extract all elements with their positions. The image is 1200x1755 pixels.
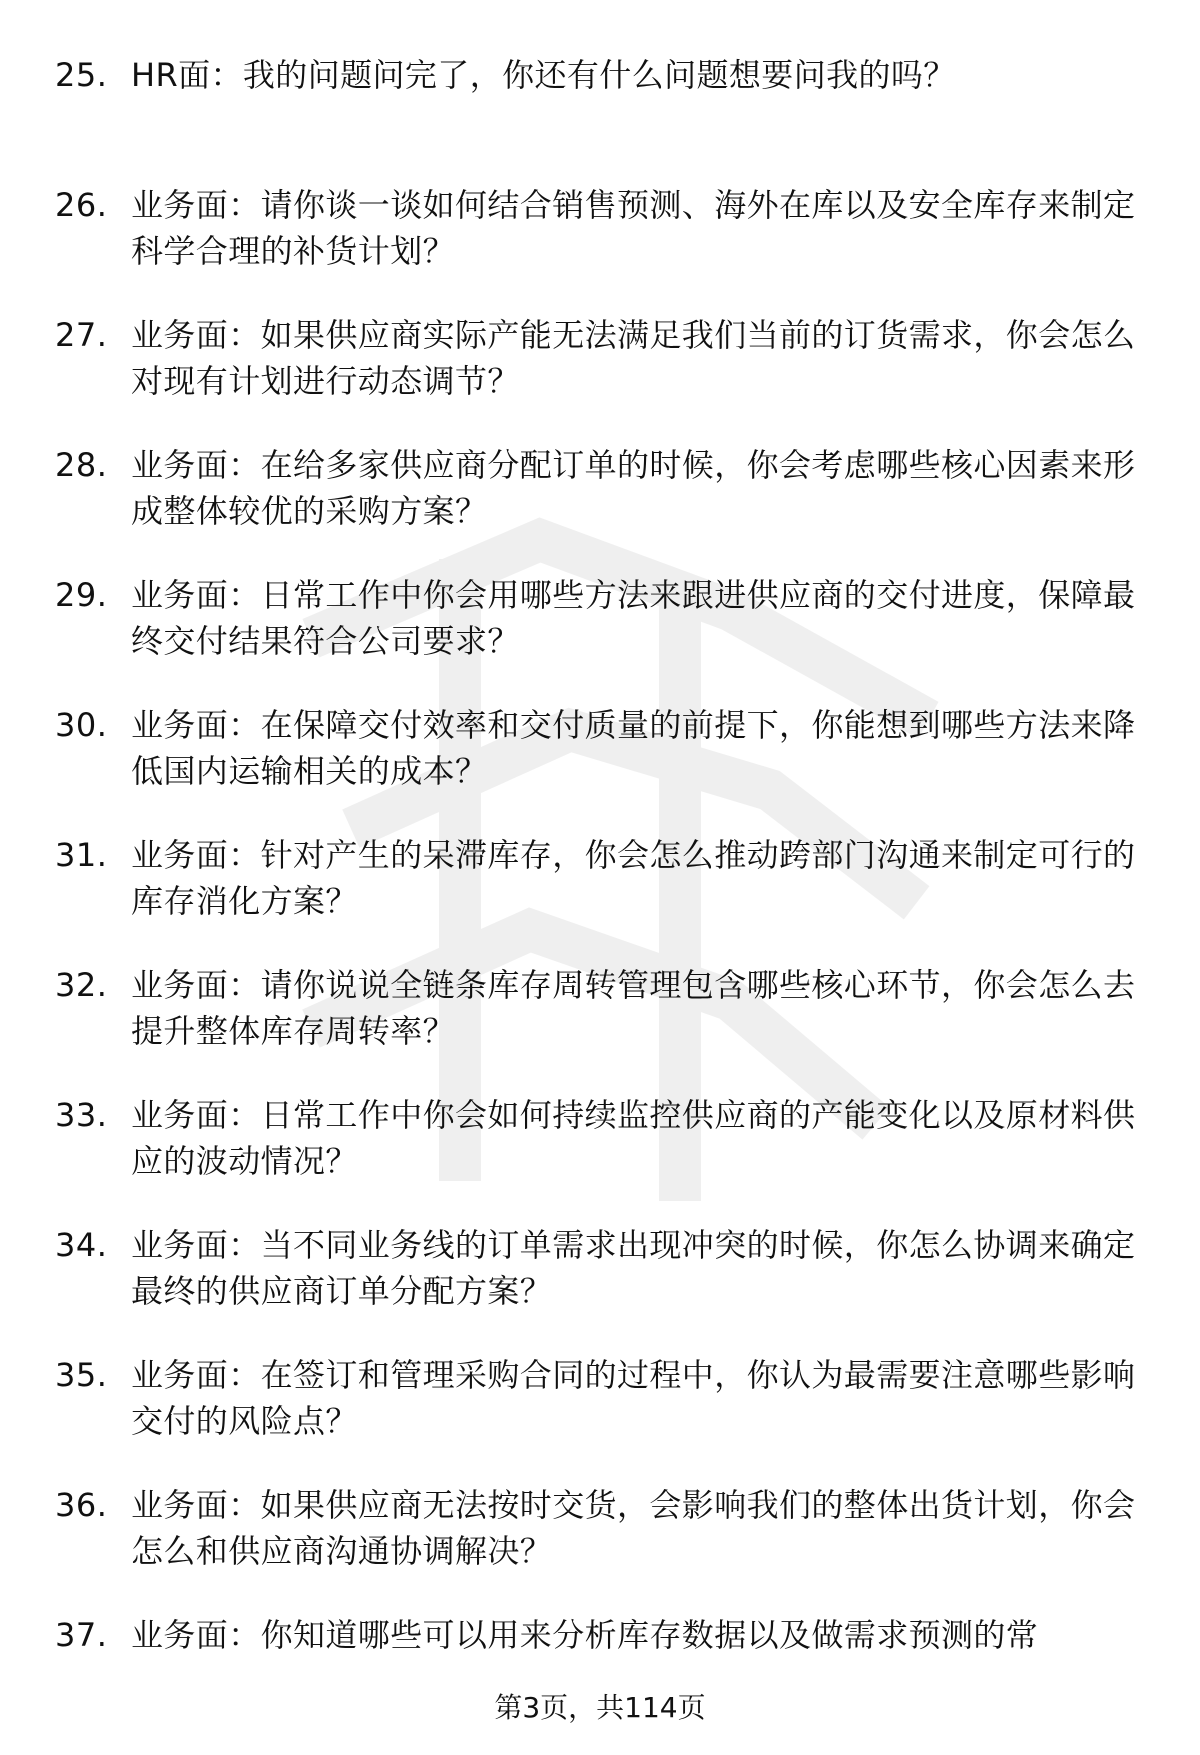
list-item bbox=[0, 442, 1200, 572]
question-text: 业务面：在给多家供应商分配订单的时候，你会考虑哪些核心因素来形成整体较优的采购方案？ bbox=[131, 446, 1136, 530]
question-text: HR面：我的问题问完了，你还有什么问题想要问我的吗？ bbox=[131, 56, 956, 94]
question-number: 33. bbox=[55, 1096, 108, 1134]
question-text: 业务面：你知道哪些可以用来分析库存数据以及做需求预测的常 bbox=[131, 1616, 1039, 1654]
list-item bbox=[0, 572, 1200, 702]
question-number: 29. bbox=[55, 576, 108, 614]
question-text: 业务面：如果供应商实际产能无法满足我们当前的订货需求，你会怎么对现有计划进行动态调节？ bbox=[131, 316, 1136, 400]
list-item bbox=[0, 1352, 1200, 1482]
list-item bbox=[0, 1482, 1200, 1612]
question-number: 26. bbox=[55, 186, 108, 224]
question-number: 28. bbox=[55, 446, 108, 484]
list-item bbox=[0, 312, 1200, 442]
list-item bbox=[0, 182, 1200, 312]
question-number: 36. bbox=[55, 1486, 108, 1524]
list-item bbox=[0, 1092, 1200, 1222]
question-text: 业务面：日常工作中你会用哪些方法来跟进供应商的交付进度，保障最终交付结果符合公司要求？ bbox=[131, 576, 1136, 660]
question-text: 业务面：如果供应商无法按时交货，会影响我们的整体出货计划，你会怎么和供应商沟通协调解决？ bbox=[131, 1486, 1136, 1570]
question-number: 35. bbox=[55, 1356, 108, 1394]
list-item bbox=[0, 702, 1200, 832]
question-number: 31. bbox=[55, 836, 108, 874]
question-text: 业务面：在签订和管理采购合同的过程中，你认为最需要注意哪些影响交付的风险点？ bbox=[131, 1356, 1136, 1440]
question-number: 37. bbox=[55, 1616, 108, 1654]
question-text: 业务面：请你谈一谈如何结合销售预测、海外在库以及安全库存来制定科学合理的补货计划？ bbox=[131, 186, 1136, 270]
question-text: 业务面：当不同业务线的订单需求出现冲突的时候，你怎么协调来确定最终的供应商订单分配方案？ bbox=[131, 1226, 1136, 1310]
question-text: 业务面：请你说说全链条库存周转管理包含哪些核心环节，你会怎么去提升整体库存周转率？ bbox=[131, 966, 1136, 1050]
list-item bbox=[0, 962, 1200, 1092]
question-number: 25. bbox=[55, 56, 108, 94]
page-number-label: 第3页，共114页 bbox=[494, 1691, 706, 1724]
question-text: 业务面：针对产生的呆滞库存，你会怎么推动跨部门沟通来制定可行的库存消化方案？ bbox=[131, 836, 1136, 920]
question-number: 32. bbox=[55, 966, 108, 1004]
list-item bbox=[0, 832, 1200, 962]
question-number: 27. bbox=[55, 316, 108, 354]
question-number: 30. bbox=[55, 706, 108, 744]
page-footer bbox=[0, 1688, 1200, 1728]
question-list bbox=[0, 52, 1200, 1742]
question-number: 34. bbox=[55, 1226, 108, 1264]
question-text: 业务面：在保障交付效率和交付质量的前提下，你能想到哪些方法来降低国内运输相关的成本？ bbox=[131, 706, 1136, 790]
list-item bbox=[0, 52, 1200, 182]
list-item bbox=[0, 1222, 1200, 1352]
question-text: 业务面：日常工作中你会如何持续监控供应商的产能变化以及原材料供应的波动情况？ bbox=[131, 1096, 1136, 1180]
